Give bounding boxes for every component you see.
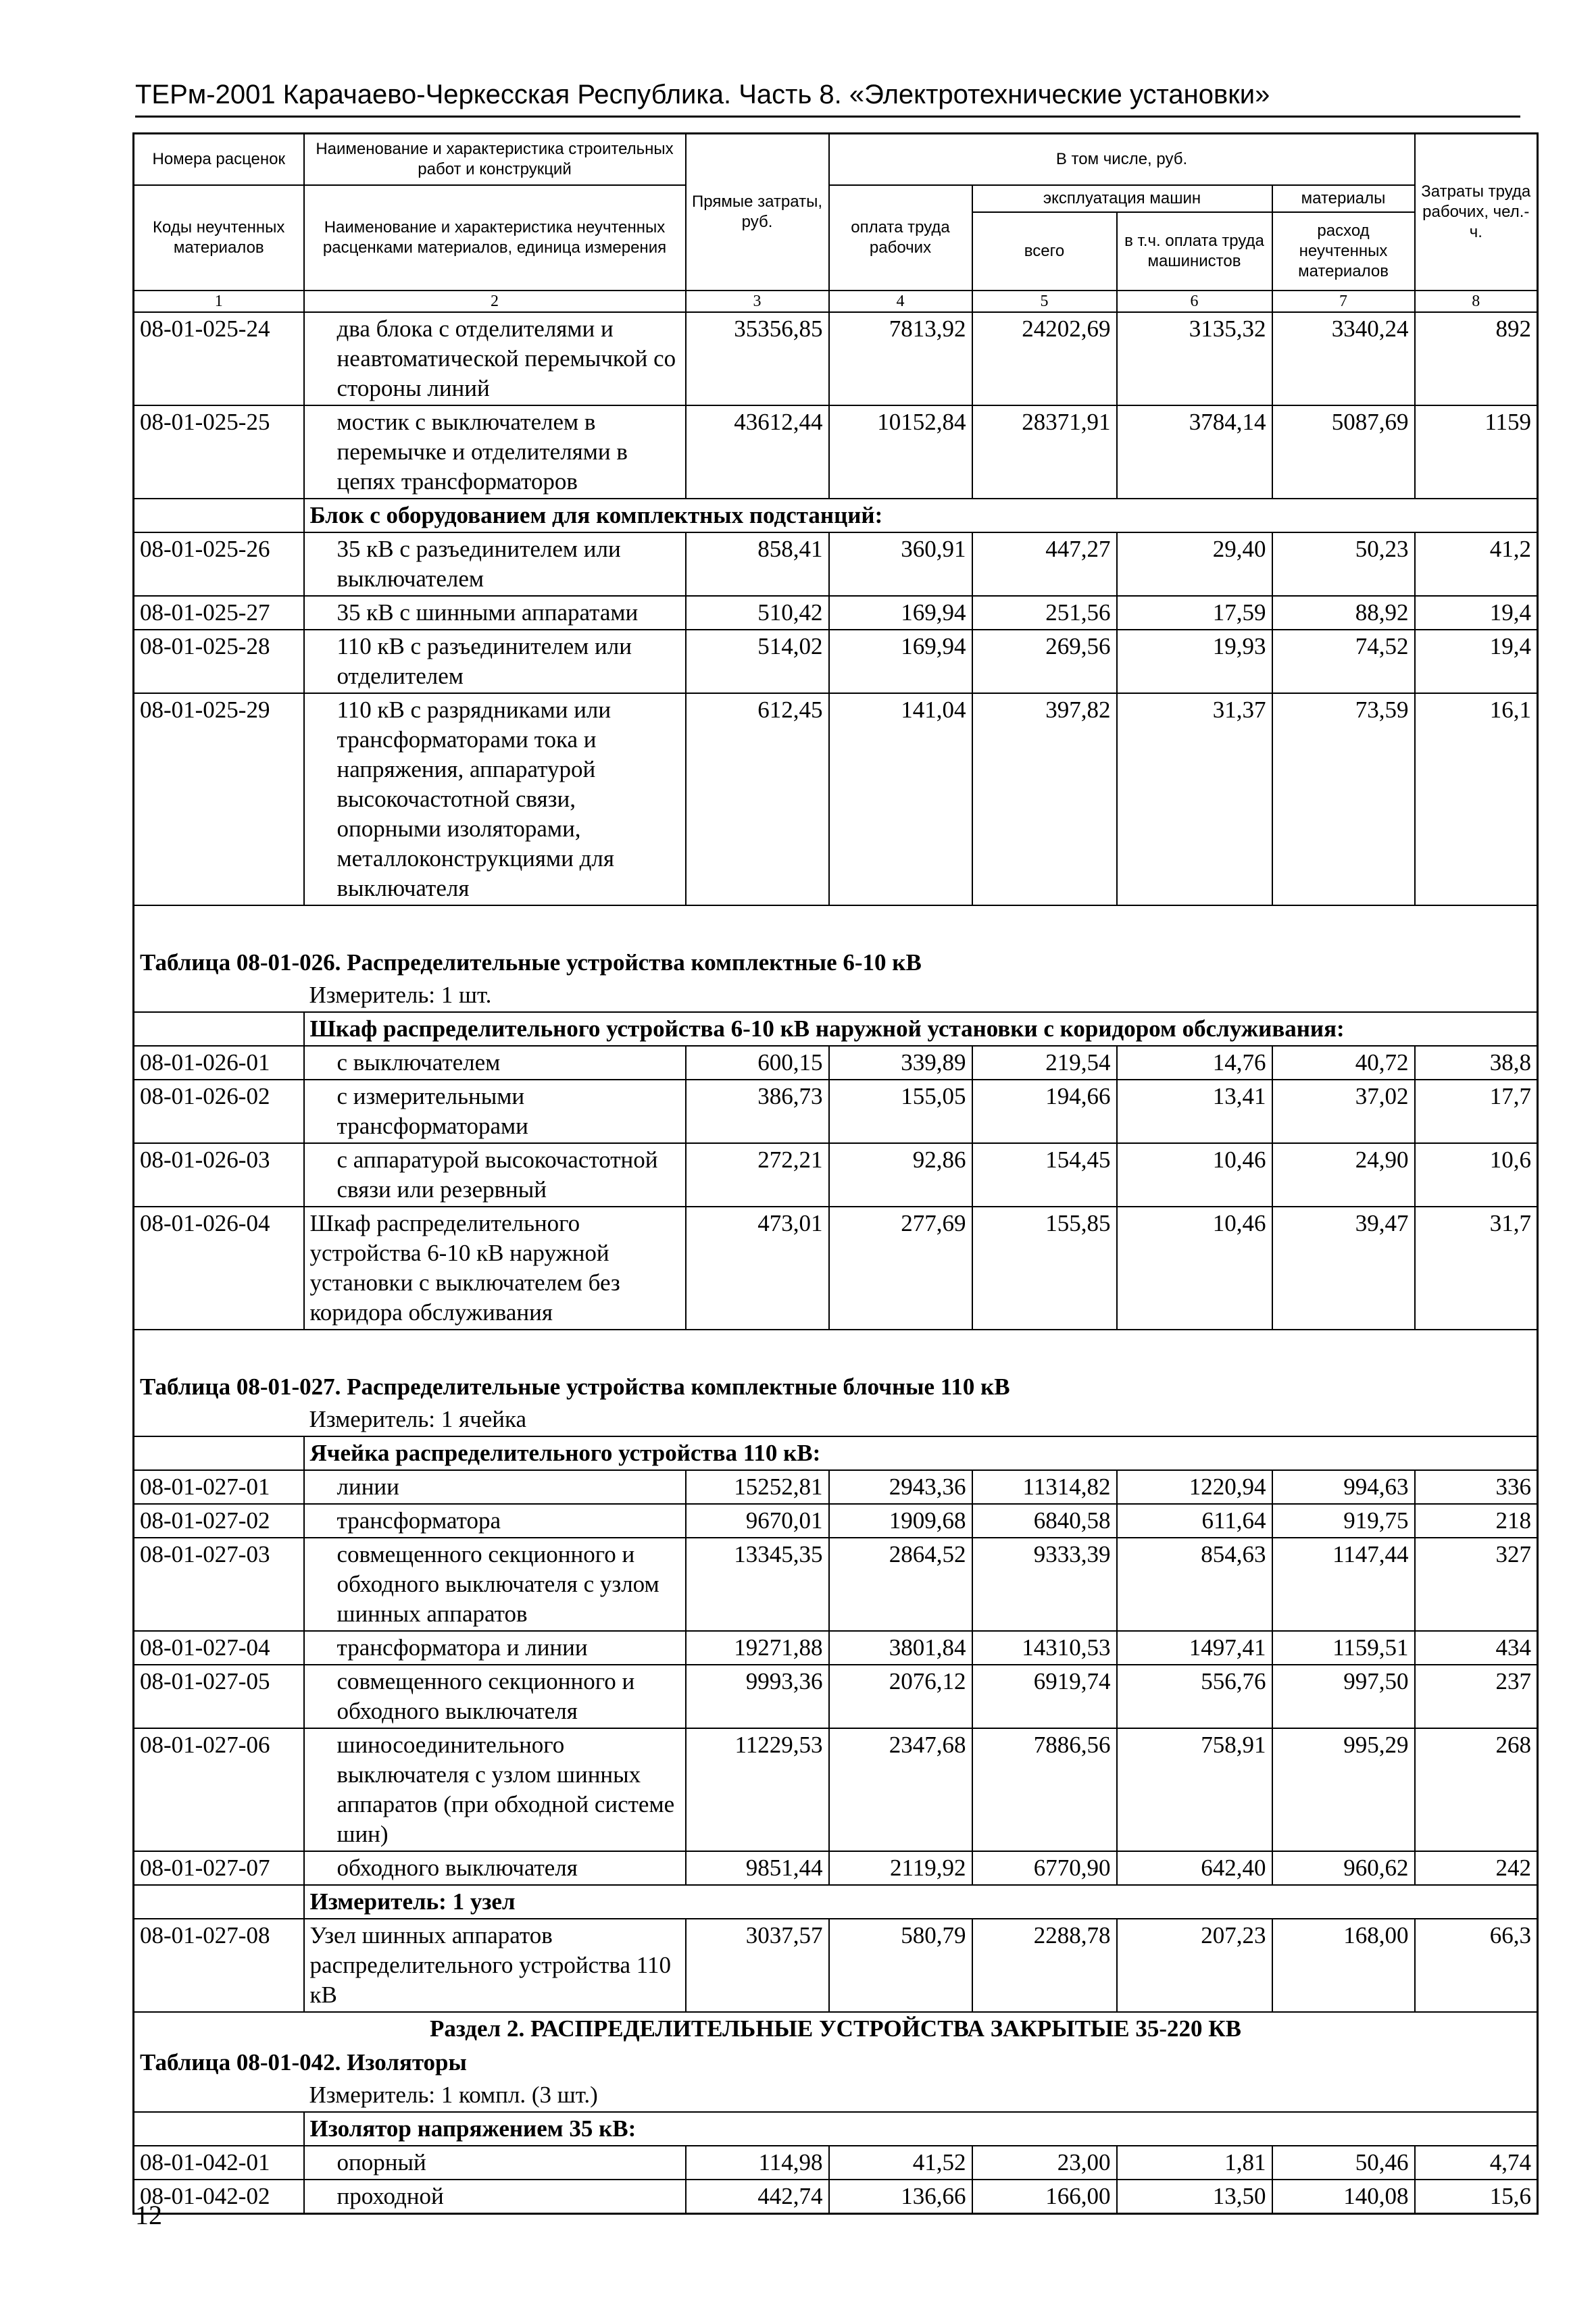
cell-labor: 242 [1415, 1851, 1538, 1885]
cell-labor: 38,8 [1415, 1046, 1538, 1080]
cell-machinists: 758,91 [1117, 1728, 1272, 1851]
table-row [134, 630, 1538, 693]
cell-machines: 14310,53 [972, 1631, 1117, 1665]
cell-code: 08-01-025-27 [134, 596, 304, 630]
col-machines-total: всего [972, 212, 1117, 291]
cell-labor: 434 [1415, 1631, 1538, 1665]
col-codes-bottom: Коды неучтенных материалов [134, 185, 304, 291]
cell-materials: 997,50 [1272, 1665, 1415, 1728]
cell-name: Шкаф распределительного устройства 6-10 кВ наружной установки с выключателем без коридора обслуживания [304, 1207, 686, 1330]
cell-wages: 2119,92 [829, 1851, 972, 1885]
cell-code: 08-01-026-03 [134, 1143, 304, 1207]
cell-labor: 237 [1415, 1665, 1538, 1728]
cell-name: шиносоединительного выключателя с узлом шинных аппаратов (при обходной системе шин) [304, 1728, 686, 1851]
cell-machinists: 10,46 [1117, 1207, 1272, 1330]
cell-code: 08-01-025-29 [134, 693, 304, 905]
cell-machines: 28371,91 [972, 405, 1117, 499]
table-row [134, 1046, 1538, 1080]
cell-direct: 473,01 [686, 1207, 829, 1330]
cell-machinists: 29,40 [1117, 532, 1272, 596]
cell-machines: 6770,90 [972, 1851, 1117, 1885]
cell-machinists: 1497,41 [1117, 1631, 1272, 1665]
cell-labor: 31,7 [1415, 1207, 1538, 1330]
cell-machines: 166,00 [972, 2180, 1117, 2214]
cell-direct: 272,21 [686, 1143, 829, 1207]
cell-machines: 447,27 [972, 532, 1117, 596]
cell-direct: 114,98 [686, 2146, 829, 2180]
subhead-027: Ячейка распределительного устройства 110 кВ: [304, 1436, 1538, 1470]
block1 [134, 312, 1538, 499]
cell-machinists: 13,50 [1117, 2180, 1272, 2214]
table027-rows [134, 1470, 1538, 1885]
col-wages: оплата труда рабочих [829, 185, 972, 291]
rates-table [132, 132, 1539, 2215]
cell-code: 08-01-042-01 [134, 2146, 304, 2180]
cell-wages: 136,66 [829, 2180, 972, 2214]
section-2-title: Раздел 2. РАСПРЕДЕЛИТЕЛЬНЫЕ УСТРОЙСТВА ЗАКРЫТЫЕ 35-220 КВ [134, 2012, 1538, 2045]
cell-machinists: 1,81 [1117, 2146, 1272, 2180]
cell-direct: 858,41 [686, 532, 829, 596]
cell-labor: 336 [1415, 1470, 1538, 1504]
column-numbers-row [134, 291, 1538, 312]
cell-machinists: 3784,14 [1117, 405, 1272, 499]
table-row [134, 1470, 1538, 1504]
cell-materials: 40,72 [1272, 1046, 1415, 1080]
col-machines: эксплуатация машин [972, 185, 1272, 212]
cell-materials: 3340,24 [1272, 312, 1415, 405]
cell-name: 35 кВ с шинными аппаратами [304, 596, 686, 630]
cell-wages: 155,05 [829, 1080, 972, 1143]
header-row-1 [134, 134, 1538, 186]
block1-rows2 [134, 532, 1538, 905]
col-machinists: в т.ч. оплата труда машинистов [1117, 212, 1272, 291]
measure-027-node: Измеритель: 1 узел [304, 1885, 1538, 1919]
cell-wages: 2347,68 [829, 1728, 972, 1851]
cell-machines: 6840,58 [972, 1504, 1117, 1538]
table-row [134, 532, 1538, 596]
col-name-bottom: Наименование и характеристика неучтенных расценками материалов, единица измерения [304, 185, 686, 291]
cell-code: 08-01-027-03 [134, 1538, 304, 1631]
table026-rows [134, 1046, 1538, 1330]
colnum: 7 [1272, 291, 1415, 312]
cell-name: два блока с отделителями и неавтоматической перемычкой со стороны линий [304, 312, 686, 405]
rates-document [132, 132, 1537, 2215]
col-incl: В том числе, руб. [829, 134, 1415, 186]
colnum: 3 [686, 291, 829, 312]
cell-code: 08-01-027-05 [134, 1665, 304, 1728]
cell-machines: 397,82 [972, 693, 1117, 905]
cell-wages: 169,94 [829, 630, 972, 693]
cell-name: совмещенного секционного и обходного выключателя с узлом шинных аппаратов [304, 1538, 686, 1631]
cell-machines: 154,45 [972, 1143, 1117, 1207]
cell-wages: 277,69 [829, 1207, 972, 1330]
cell-code: 08-01-027-04 [134, 1631, 304, 1665]
cell-direct: 3037,57 [686, 1919, 829, 2012]
cell-code: 08-01-027-02 [134, 1504, 304, 1538]
cell-labor: 327 [1415, 1538, 1538, 1631]
table-title-042: Таблица 08-01-042. Изоляторы [134, 2045, 1538, 2079]
cell-code: 08-01-025-28 [134, 630, 304, 693]
cell-wages: 7813,92 [829, 312, 972, 405]
cell-machines: 23,00 [972, 2146, 1117, 2180]
colnum: 8 [1415, 291, 1538, 312]
cell-direct: 13345,35 [686, 1538, 829, 1631]
table-row [134, 312, 1538, 405]
cell-name: линии [304, 1470, 686, 1504]
table-title-026: Таблица 08-01-026. Распределительные устройства комплектные 6-10 кВ [134, 947, 1538, 979]
col-labor: Затраты труда рабочих, чел.-ч. [1415, 134, 1538, 291]
cell-name: обходного выключателя [304, 1851, 686, 1885]
table-row [134, 693, 1538, 905]
table-row [134, 1665, 1538, 1728]
cell-direct: 9670,01 [686, 1504, 829, 1538]
cell-labor: 218 [1415, 1504, 1538, 1538]
table-row [134, 1538, 1538, 1631]
cell-materials: 39,47 [1272, 1207, 1415, 1330]
col-materials-sub: расход неучтенных материалов [1272, 212, 1415, 291]
cell-direct: 600,15 [686, 1046, 829, 1080]
table-row [134, 2180, 1538, 2214]
cell-machines: 7886,56 [972, 1728, 1117, 1851]
cell-code: 08-01-026-01 [134, 1046, 304, 1080]
cell-machinists: 3135,32 [1117, 312, 1272, 405]
table-row [134, 1504, 1538, 1538]
subhead-026: Шкаф распределительного устройства 6-10 кВ наружной установки с коридором обслуживания: [304, 1012, 1538, 1046]
cell-direct: 510,42 [686, 596, 829, 630]
cell-machines: 2288,78 [972, 1919, 1117, 2012]
table-row [134, 1728, 1538, 1851]
cell-code: 08-01-027-01 [134, 1470, 304, 1504]
cell-materials: 73,59 [1272, 693, 1415, 905]
cell-direct: 19271,88 [686, 1631, 829, 1665]
cell-machinists: 19,93 [1117, 630, 1272, 693]
cell-materials: 74,52 [1272, 630, 1415, 693]
cell-direct: 9851,44 [686, 1851, 829, 1885]
cell-machinists: 17,59 [1117, 596, 1272, 630]
cell-wages: 92,86 [829, 1143, 972, 1207]
page-header: ТЕРм-2001 Карачаево-Черкесская Республика. Часть 8. «Электротехнические установки» [135, 80, 1520, 118]
cell-machinists: 13,41 [1117, 1080, 1272, 1143]
table-row [134, 1143, 1538, 1207]
cell-materials: 960,62 [1272, 1851, 1415, 1885]
cell-machines: 24202,69 [972, 312, 1117, 405]
cell-materials: 37,02 [1272, 1080, 1415, 1143]
cell-name: совмещенного секционного и обходного выключателя [304, 1665, 686, 1728]
cell-name: трансформатора и линии [304, 1631, 686, 1665]
cell-code: 08-01-025-24 [134, 312, 304, 405]
cell-labor: 17,7 [1415, 1080, 1538, 1143]
table-row [134, 1207, 1538, 1330]
cell-materials: 50,23 [1272, 532, 1415, 596]
cell-name: трансформатора [304, 1504, 686, 1538]
table-row [134, 596, 1538, 630]
cell-direct: 43612,44 [686, 405, 829, 499]
cell-code: 08-01-027-08 [134, 1919, 304, 2012]
table042-rows [134, 2146, 1538, 2214]
table-row [134, 1919, 1538, 2012]
cell-machines: 11314,82 [972, 1470, 1117, 1504]
colnum: 1 [134, 291, 304, 312]
page-number: 12 [135, 2200, 162, 2230]
cell-code: 08-01-025-25 [134, 405, 304, 499]
measure-042: Измеритель: 1 компл. (3 шт.) [309, 2082, 598, 2108]
cell-code: 08-01-025-26 [134, 532, 304, 596]
cell-machinists: 14,76 [1117, 1046, 1272, 1080]
cell-machinists: 611,64 [1117, 1504, 1272, 1538]
cell-materials: 50,46 [1272, 2146, 1415, 2180]
cell-wages: 360,91 [829, 532, 972, 596]
table-row [134, 1080, 1538, 1143]
cell-labor: 4,74 [1415, 2146, 1538, 2180]
colnum: 2 [304, 291, 686, 312]
cell-materials: 919,75 [1272, 1504, 1415, 1538]
cell-wages: 2076,12 [829, 1665, 972, 1728]
cell-materials: 5087,69 [1272, 405, 1415, 499]
cell-labor: 41,2 [1415, 532, 1538, 596]
cell-code: 08-01-026-02 [134, 1080, 304, 1143]
cell-wages: 41,52 [829, 2146, 972, 2180]
cell-wages: 169,94 [829, 596, 972, 630]
col-codes-top: Номера расценок [134, 134, 304, 186]
cell-direct: 442,74 [686, 2180, 829, 2214]
cell-wages: 2864,52 [829, 1538, 972, 1631]
table-row [134, 1631, 1538, 1665]
cell-wages: 10152,84 [829, 405, 972, 499]
cell-name: 110 кВ с разъединителем или отделителем [304, 630, 686, 693]
cell-wages: 3801,84 [829, 1631, 972, 1665]
subhead-042: Изолятор напряжением 35 кВ: [304, 2112, 1538, 2146]
cell-direct: 15252,81 [686, 1470, 829, 1504]
cell-name: 110 кВ с разрядниками или трансформаторами тока и напряжения, аппаратурой высокочастотной связи, опорными изоляторами, металлоконструкциями для выключателя [304, 693, 686, 905]
cell-direct: 9993,36 [686, 1665, 829, 1728]
cell-materials: 140,08 [1272, 2180, 1415, 2214]
cell-name: с измерительными трансформаторами [304, 1080, 686, 1143]
col-materials: материалы [1272, 185, 1415, 212]
cell-machinists: 642,40 [1117, 1851, 1272, 1885]
subhead: Блок с оборудованием для комплектных подстанций: [304, 499, 1538, 532]
cell-labor: 268 [1415, 1728, 1538, 1851]
cell-labor: 19,4 [1415, 596, 1538, 630]
table027-rows2 [134, 1919, 1538, 2012]
cell-wages: 2943,36 [829, 1470, 972, 1504]
cell-wages: 580,79 [829, 1919, 972, 2012]
cell-machinists: 1220,94 [1117, 1470, 1272, 1504]
cell-labor: 892 [1415, 312, 1538, 405]
cell-materials: 168,00 [1272, 1919, 1415, 2012]
cell-name: проходной [304, 2180, 686, 2214]
header-row-2 [134, 185, 1538, 212]
measure-027: Измеритель: 1 ячейка [309, 1406, 526, 1432]
cell-code: 08-01-027-07 [134, 1851, 304, 1885]
col-direct: Прямые затраты, руб. [686, 134, 829, 291]
cell-wages: 339,89 [829, 1046, 972, 1080]
cell-wages: 141,04 [829, 693, 972, 905]
measure-026: Измеритель: 1 шт. [309, 982, 492, 1008]
cell-direct: 35356,85 [686, 312, 829, 405]
cell-name: с аппаратурой высокочастотной связи или резервный [304, 1143, 686, 1207]
cell-materials: 995,29 [1272, 1728, 1415, 1851]
cell-name: мостик с выключателем в перемычке и отделителями в цепях трансформаторов [304, 405, 686, 499]
cell-labor: 16,1 [1415, 693, 1538, 905]
block1-subhead-row [134, 499, 1538, 532]
cell-name: с выключателем [304, 1046, 686, 1080]
cell-machines: 6919,74 [972, 1665, 1117, 1728]
cell-direct: 11229,53 [686, 1728, 829, 1851]
cell-materials: 24,90 [1272, 1143, 1415, 1207]
cell-code: 08-01-042-02 [134, 2180, 304, 2214]
cell-materials: 1159,51 [1272, 1631, 1415, 1665]
colnum: 5 [972, 291, 1117, 312]
cell-direct: 514,02 [686, 630, 829, 693]
cell-direct: 612,45 [686, 693, 829, 905]
cell-name: Узел шинных аппаратов распределительного устройства 110 кВ [304, 1919, 686, 2012]
cell-name: опорный [304, 2146, 686, 2180]
cell-machines: 194,66 [972, 1080, 1117, 1143]
cell-labor: 1159 [1415, 405, 1538, 499]
cell-machinists: 556,76 [1117, 1665, 1272, 1728]
cell-machines: 269,56 [972, 630, 1117, 693]
table-title-027: Таблица 08-01-027. Распределительные устройства комплектные блочные 110 кВ [134, 1371, 1538, 1403]
cell-machines: 219,54 [972, 1046, 1117, 1080]
cell-machinists: 854,63 [1117, 1538, 1272, 1631]
cell-code: 08-01-027-06 [134, 1728, 304, 1851]
cell-machines: 9333,39 [972, 1538, 1117, 1631]
cell-labor: 10,6 [1415, 1143, 1538, 1207]
cell-code: 08-01-026-04 [134, 1207, 304, 1330]
cell-labor: 15,6 [1415, 2180, 1538, 2214]
colnum: 6 [1117, 291, 1272, 312]
table-row [134, 2146, 1538, 2180]
cell-machines: 155,85 [972, 1207, 1117, 1330]
colnum: 4 [829, 291, 972, 312]
cell-wages: 1909,68 [829, 1504, 972, 1538]
cell-labor: 66,3 [1415, 1919, 1538, 2012]
cell-machinists: 10,46 [1117, 1143, 1272, 1207]
cell-name: 35 кВ с разъединителем или выключателем [304, 532, 686, 596]
cell-labor: 19,4 [1415, 630, 1538, 693]
cell-machinists: 31,37 [1117, 693, 1272, 905]
cell-direct: 386,73 [686, 1080, 829, 1143]
cell-materials: 88,92 [1272, 596, 1415, 630]
cell-machinists: 207,23 [1117, 1919, 1272, 2012]
table-row [134, 1851, 1538, 1885]
cell-machines: 251,56 [972, 596, 1117, 630]
table-row [134, 405, 1538, 499]
col-name-top: Наименование и характеристика строительных работ и конструкций [304, 134, 686, 186]
cell-materials: 1147,44 [1272, 1538, 1415, 1631]
cell-materials: 994,63 [1272, 1470, 1415, 1504]
